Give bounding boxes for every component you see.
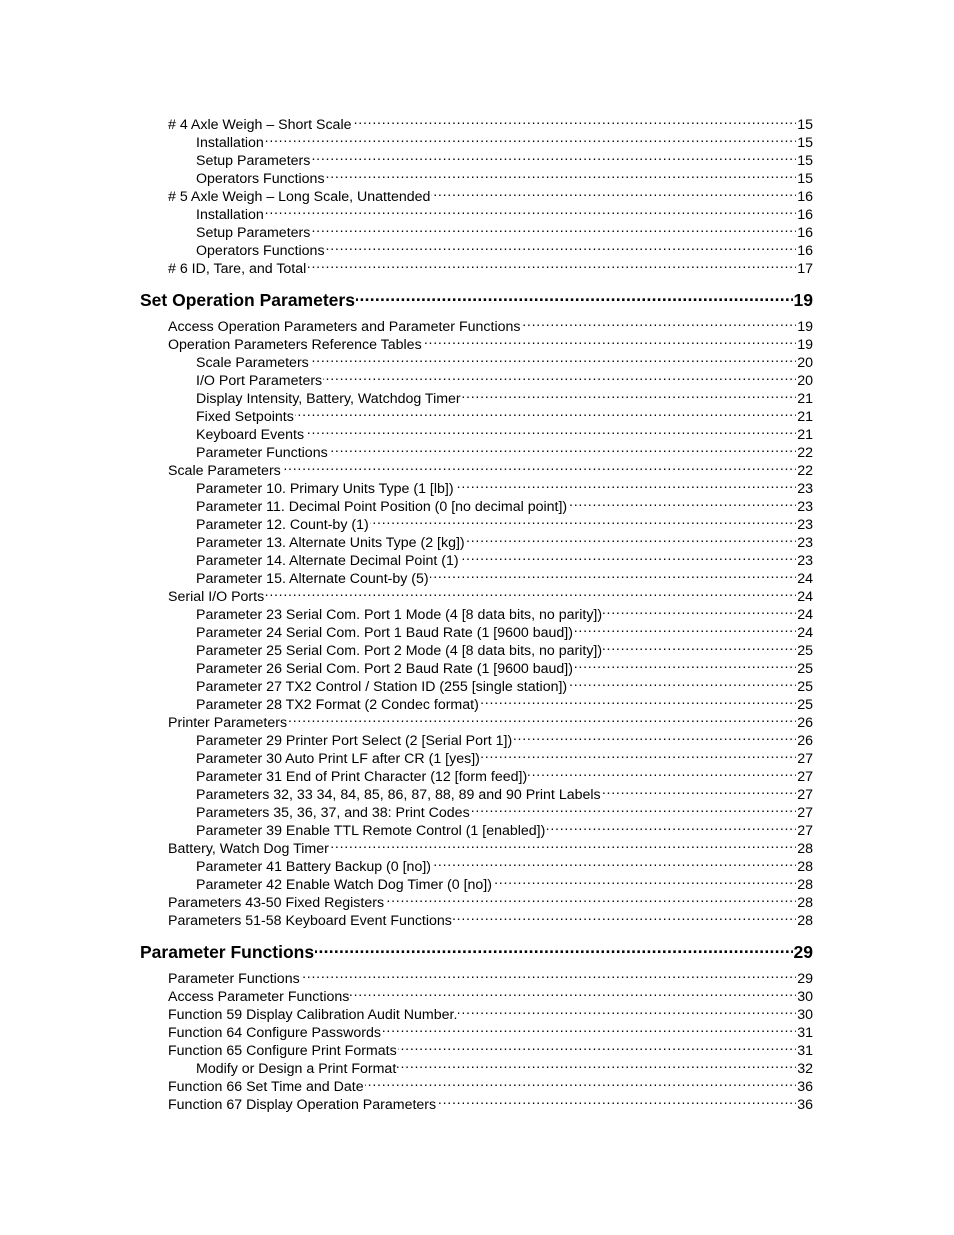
toc-entry-page-number: 20 xyxy=(797,355,813,371)
toc-entry[interactable] xyxy=(196,475,813,497)
toc-entry-page-number: 16 xyxy=(797,207,813,223)
toc-entry-title: Setup Parameters xyxy=(196,225,311,241)
dot-leader xyxy=(265,201,796,219)
dot-leader xyxy=(326,165,797,183)
toc-entry-title: Parameter 13. Alternate Units Type (2 [kg]) xyxy=(196,535,465,551)
dot-leader xyxy=(528,763,796,781)
dot-leader xyxy=(301,965,797,983)
toc-entry[interactable] xyxy=(168,1091,813,1113)
toc-entry-page-number: 29 xyxy=(797,971,813,987)
dot-leader xyxy=(398,1037,797,1055)
dot-leader xyxy=(326,237,797,255)
toc-entry-title: Operators Functions xyxy=(196,171,325,187)
toc-entry-title: Parameters 35, 36, 37, and 38: Print Codes xyxy=(196,805,470,821)
dot-leader xyxy=(311,219,796,237)
toc-entry-page-number: 28 xyxy=(797,913,813,929)
toc-entry[interactable] xyxy=(196,493,813,515)
toc-entry-page-number: 28 xyxy=(797,859,813,875)
toc-entry-page-number: 24 xyxy=(797,571,813,587)
dot-leader xyxy=(311,147,796,165)
dot-leader xyxy=(329,439,797,457)
toc-entry-title: I/O Port Parameters xyxy=(196,373,323,389)
dot-leader xyxy=(288,709,796,727)
toc-entry-page-number: 15 xyxy=(797,135,813,151)
dot-leader xyxy=(356,284,793,306)
toc-entry[interactable] xyxy=(196,745,813,767)
dot-leader xyxy=(574,655,796,673)
toc-entry[interactable] xyxy=(196,547,813,569)
toc-entry[interactable] xyxy=(196,871,813,893)
toc-entry-title: Parameters 43-50 Fixed Registers xyxy=(168,895,385,911)
toc-entry-page-number: 30 xyxy=(797,989,813,1005)
toc-entry[interactable] xyxy=(168,965,813,987)
toc-entry-title: Scale Parameters xyxy=(168,463,281,479)
toc-entry-title: # 6 ID, Tare, and Total xyxy=(168,261,307,277)
dot-leader xyxy=(432,853,796,871)
dot-leader xyxy=(481,745,796,763)
toc-entry-title: Parameter 41 Battery Backup (0 [no]) xyxy=(196,859,431,875)
toc-entry-page-number: 16 xyxy=(797,225,813,241)
dot-leader xyxy=(568,673,796,691)
toc-entry[interactable] xyxy=(168,709,813,731)
toc-entry-page-number: 23 xyxy=(797,499,813,515)
toc-entry[interactable] xyxy=(168,983,813,1005)
toc-entry[interactable] xyxy=(168,583,813,605)
toc-entry[interactable] xyxy=(196,727,813,749)
toc-entry-title: Serial I/O Ports xyxy=(168,589,265,605)
toc-entry-page-number: 22 xyxy=(797,445,813,461)
toc-entry[interactable] xyxy=(168,889,813,911)
table-of-contents xyxy=(0,111,954,1113)
toc-entry-page-number: 15 xyxy=(797,171,813,187)
toc-entry-page-number: 16 xyxy=(797,189,813,205)
toc-entry-title: Parameter Functions xyxy=(196,445,328,461)
toc-entry[interactable] xyxy=(168,255,813,277)
toc-entry-title: Fixed Setpoints xyxy=(196,409,294,425)
toc-entry-title: Parameter 26 Serial Com. Port 2 Baud Rate (1 [9600 baud]) xyxy=(196,661,573,677)
toc-entry-page-number: 20 xyxy=(797,373,813,389)
toc-entry-page-number: 24 xyxy=(797,625,813,641)
toc-entry-page-number: 27 xyxy=(797,787,813,803)
toc-entry-title: Battery, Watch Dog Timer xyxy=(168,841,329,857)
toc-entry-page-number: 25 xyxy=(797,661,813,677)
toc-entry-title: Parameter 27 TX2 Control / Station ID (255 [single station]) xyxy=(196,679,568,695)
toc-entry-title: Installation xyxy=(196,135,264,151)
dot-leader xyxy=(365,1073,797,1091)
toc-entry-page-number: 15 xyxy=(797,153,813,169)
toc-entry-page-number: 23 xyxy=(797,517,813,533)
toc-entry-title: Access Parameter Functions xyxy=(168,989,350,1005)
dot-leader xyxy=(330,835,796,853)
toc-entry[interactable] xyxy=(196,781,813,803)
toc-entry[interactable] xyxy=(196,237,813,259)
toc-entry[interactable] xyxy=(196,1055,813,1077)
toc-entry[interactable] xyxy=(196,817,813,839)
toc-section-heading[interactable] xyxy=(140,284,813,310)
toc-entry-title: Operation Parameters Reference Tables xyxy=(168,337,422,353)
toc-entry-title: # 5 Axle Weigh – Long Scale, Unattended xyxy=(168,189,431,205)
toc-entry-title: Parameter 24 Serial Com. Port 1 Baud Rate (1 [9600 baud]) xyxy=(196,625,573,641)
toc-entry[interactable] xyxy=(168,1037,813,1059)
toc-entry-page-number: 21 xyxy=(797,427,813,443)
toc-entry[interactable] xyxy=(196,691,813,713)
dot-leader xyxy=(460,547,797,565)
toc-entry-page-number: 27 xyxy=(797,805,813,821)
toc-entry[interactable] xyxy=(196,201,813,223)
toc-entry-page-number: 17 xyxy=(797,261,813,277)
toc-entry[interactable] xyxy=(196,763,813,785)
toc-entry-title: Set Operation Parameters xyxy=(140,290,355,310)
dot-leader xyxy=(353,111,797,129)
dot-leader xyxy=(455,475,797,493)
toc-entry-title: Parameter 29 Printer Port Select (2 [Serial Port 1]) xyxy=(196,733,513,749)
toc-entry-page-number: 27 xyxy=(797,823,813,839)
toc-entry-page-number: 25 xyxy=(797,679,813,695)
dot-leader xyxy=(310,349,796,367)
toc-entry[interactable] xyxy=(196,511,813,533)
toc-entry[interactable] xyxy=(168,835,813,857)
toc-entry-title: # 4 Axle Weigh – Short Scale xyxy=(168,117,352,133)
toc-entry[interactable] xyxy=(196,147,813,169)
toc-entry[interactable] xyxy=(196,529,813,551)
toc-entry-page-number: 28 xyxy=(797,841,813,857)
toc-entry-page-number: 31 xyxy=(797,1025,813,1041)
toc-entry-page-number: 26 xyxy=(797,715,813,731)
toc-entry-page-number: 16 xyxy=(797,243,813,259)
toc-entry-page-number: 22 xyxy=(797,463,813,479)
toc-entry-title: Parameter 15. Alternate Count-by (5) xyxy=(196,571,429,587)
toc-entry-title: Parameter 23 Serial Com. Port 1 Mode (4 [8 data bits, no parity]) xyxy=(196,607,603,623)
toc-entry[interactable] xyxy=(196,799,813,821)
toc-entry-page-number: 23 xyxy=(797,481,813,497)
toc-entry-title: Function 66 Set Time and Date xyxy=(168,1079,364,1095)
toc-entry-page-number: 28 xyxy=(797,895,813,911)
toc-entry-title: Installation xyxy=(196,207,264,223)
toc-entry-title: Parameter Functions xyxy=(140,942,315,962)
dot-leader xyxy=(513,727,796,745)
toc-entry-page-number: 15 xyxy=(797,117,813,133)
toc-entry-page-number: 36 xyxy=(797,1079,813,1095)
dot-leader xyxy=(462,385,797,403)
toc-entry-page-number: 19 xyxy=(797,319,813,335)
toc-entry-title: Parameter 14. Alternate Decimal Point (1) xyxy=(196,553,459,569)
dot-leader xyxy=(602,781,797,799)
toc-entry[interactable] xyxy=(196,349,813,371)
toc-entry-page-number: 29 xyxy=(793,942,813,962)
toc-entry[interactable] xyxy=(196,565,813,587)
toc-entry[interactable] xyxy=(168,1019,813,1041)
toc-entry-page-number: 19 xyxy=(793,290,813,310)
toc-entry-page-number: 25 xyxy=(797,697,813,713)
toc-entry[interactable] xyxy=(196,385,813,407)
toc-entry[interactable] xyxy=(196,637,813,659)
toc-entry-title: Parameters 51-58 Keyboard Event Functions xyxy=(168,913,452,929)
toc-entry-title: Parameter 31 End of Print Character (12 [form feed]) xyxy=(196,769,528,785)
dot-leader xyxy=(350,983,796,1001)
toc-entry-page-number: 19 xyxy=(797,337,813,353)
toc-entry-page-number: 24 xyxy=(797,607,813,623)
toc-entry-title: Function 59 Display Calibration Audit Number. xyxy=(168,1007,458,1023)
toc-entry-title: Parameter 25 Serial Com. Port 2 Mode (4 [8 data bits, no parity]) xyxy=(196,643,603,659)
toc-entry[interactable] xyxy=(196,601,813,623)
dot-leader xyxy=(471,799,797,817)
toc-entry-title: Parameter 28 TX2 Format (2 Condec format) xyxy=(196,697,479,713)
toc-entry-title: Access Operation Parameters and Parameter Functions xyxy=(168,319,521,335)
dot-leader xyxy=(437,1091,796,1109)
toc-entry-title: Setup Parameters xyxy=(196,153,311,169)
dot-leader xyxy=(493,871,796,889)
toc-entry[interactable] xyxy=(196,619,813,641)
toc-entry[interactable] xyxy=(196,219,813,241)
dot-leader xyxy=(480,691,796,709)
toc-entry[interactable] xyxy=(168,907,813,929)
toc-entry[interactable] xyxy=(196,439,813,461)
toc-entry[interactable] xyxy=(196,165,813,187)
dot-leader xyxy=(382,1019,796,1037)
toc-entry-title: Parameter 30 Auto Print LF after CR (1 [yes]) xyxy=(196,751,480,767)
toc-entry-title: Scale Parameters xyxy=(196,355,309,371)
dot-leader xyxy=(265,583,796,601)
toc-entry-page-number: 36 xyxy=(797,1097,813,1113)
toc-entry[interactable] xyxy=(168,183,813,205)
toc-entry[interactable] xyxy=(196,655,813,677)
dot-leader xyxy=(453,907,796,925)
dot-leader xyxy=(265,129,796,147)
dot-leader xyxy=(295,403,796,421)
dot-leader xyxy=(370,511,797,529)
dot-leader xyxy=(603,637,796,655)
dot-leader xyxy=(315,936,792,958)
toc-entry-title: Display Intensity, Battery, Watchdog Timer xyxy=(196,391,461,407)
toc-entry[interactable] xyxy=(196,403,813,425)
toc-entry-page-number: 21 xyxy=(797,391,813,407)
dot-leader xyxy=(423,331,797,349)
toc-entry-page-number: 24 xyxy=(797,589,813,605)
toc-entry-title: Function 67 Display Operation Parameters xyxy=(168,1097,437,1113)
toc-entry[interactable] xyxy=(168,331,813,353)
toc-entry-title: Parameters 32, 33 34, 84, 85, 86, 87, 88, 89 and 90 Print Labels xyxy=(196,787,601,803)
toc-entry[interactable] xyxy=(168,1073,813,1095)
toc-entry[interactable] xyxy=(196,673,813,695)
toc-entry-page-number: 21 xyxy=(797,409,813,425)
toc-entry[interactable] xyxy=(168,457,813,479)
toc-entry-page-number: 32 xyxy=(797,1061,813,1077)
dot-leader xyxy=(397,1055,796,1073)
dot-leader xyxy=(574,619,796,637)
toc-entry[interactable] xyxy=(196,421,813,443)
toc-entry-title: Function 64 Configure Passwords xyxy=(168,1025,381,1041)
toc-entry-title: Parameter 39 Enable TTL Remote Control (1 [enabled]) xyxy=(196,823,546,839)
dot-leader xyxy=(522,313,797,331)
dot-leader xyxy=(430,565,797,583)
toc-entry-page-number: 28 xyxy=(797,877,813,893)
toc-entry[interactable] xyxy=(196,129,813,151)
dot-leader xyxy=(431,183,796,201)
toc-entry[interactable] xyxy=(196,367,813,389)
toc-entry-page-number: 23 xyxy=(797,553,813,569)
toc-entry-page-number: 27 xyxy=(797,769,813,785)
dot-leader xyxy=(603,601,796,619)
toc-entry-title: Function 65 Configure Print Formats xyxy=(168,1043,397,1059)
toc-entry[interactable] xyxy=(168,1001,813,1023)
toc-entry-title: Operators Functions xyxy=(196,243,325,259)
toc-entry-title: Parameter 42 Enable Watch Dog Timer (0 [no]) xyxy=(196,877,492,893)
toc-entry-page-number: 25 xyxy=(797,643,813,659)
toc-entry[interactable] xyxy=(168,313,813,335)
dot-leader xyxy=(307,255,796,273)
dot-leader xyxy=(323,367,796,385)
toc-entry-page-number: 26 xyxy=(797,733,813,749)
dot-leader xyxy=(385,889,796,907)
dot-leader xyxy=(458,1001,796,1019)
dot-leader xyxy=(568,493,796,511)
toc-entry-page-number: 31 xyxy=(797,1043,813,1059)
toc-entry-page-number: 30 xyxy=(797,1007,813,1023)
toc-entry-title: Keyboard Events xyxy=(196,427,305,443)
dot-leader xyxy=(282,457,796,475)
toc-entry-page-number: 27 xyxy=(797,751,813,767)
dot-leader xyxy=(305,421,796,439)
toc-entry-title: Printer Parameters xyxy=(168,715,288,731)
dot-leader xyxy=(546,817,796,835)
toc-entry-title: Modify or Design a Print Format xyxy=(196,1061,397,1077)
toc-entry[interactable] xyxy=(196,853,813,875)
toc-entry[interactable] xyxy=(168,111,813,133)
toc-entry-title: Parameter 10. Primary Units Type (1 [lb]) xyxy=(196,481,454,497)
toc-entry-page-number: 23 xyxy=(797,535,813,551)
toc-section-heading[interactable] xyxy=(140,936,813,962)
toc-entry-title: Parameter 11. Decimal Point Position (0 [no decimal point]) xyxy=(196,499,568,515)
toc-entry-title: Parameter 12. Count-by (1) xyxy=(196,517,369,533)
dot-leader xyxy=(466,529,797,547)
toc-entry-title: Parameter Functions xyxy=(168,971,300,987)
